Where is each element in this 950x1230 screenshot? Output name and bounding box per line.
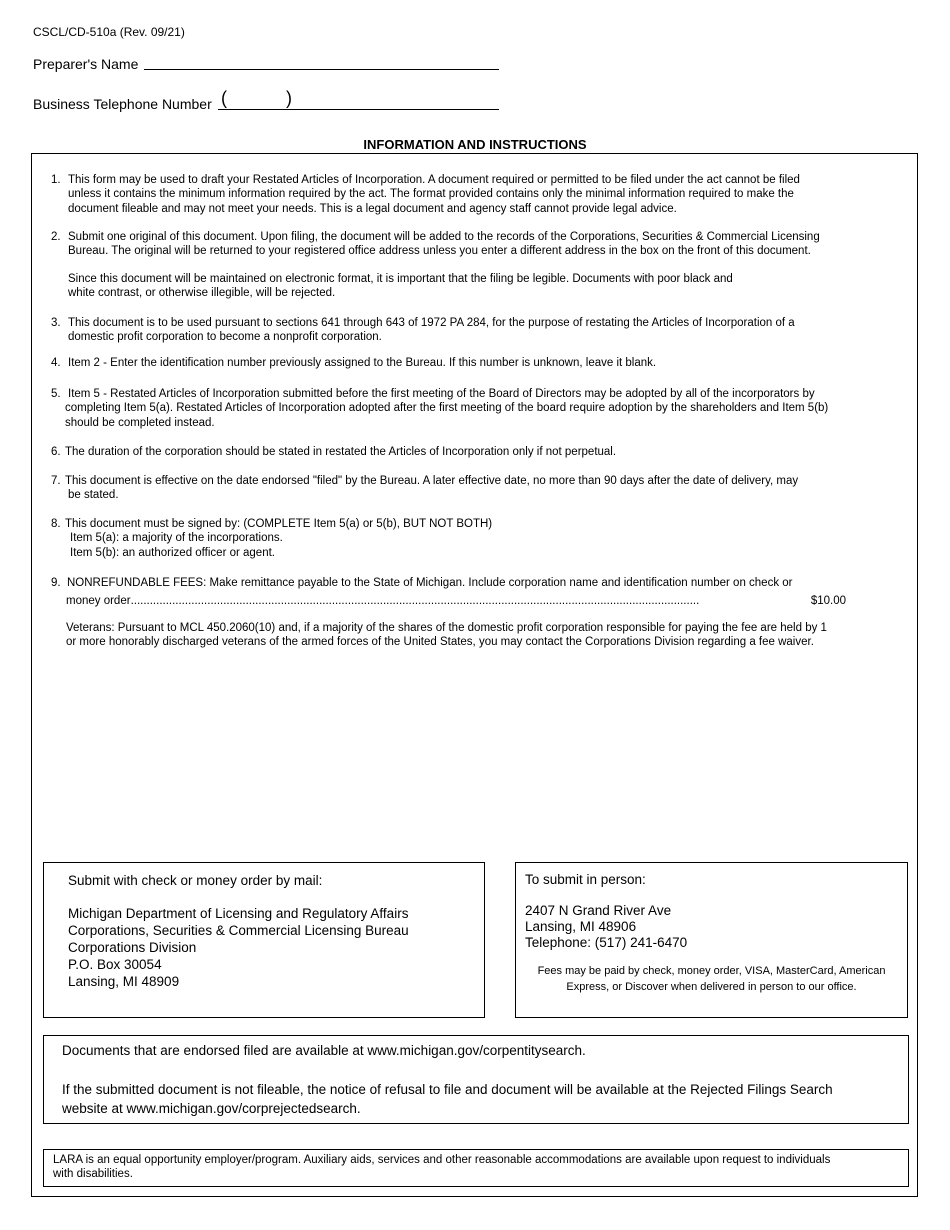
in-person-address-line: Telephone: (517) 241-6470 xyxy=(525,935,688,950)
item-number: 5. xyxy=(51,388,61,400)
fee-leader-dots: .................................................................................................................................................................................. xyxy=(130,595,700,607)
area-code-close-paren: ) xyxy=(286,88,292,108)
in-person-address-line: Lansing, MI 48906 xyxy=(525,919,637,934)
instruction-item-2 xyxy=(51,230,901,260)
endorsed-docs-note: Documents that are endorsed filed are available at www.michigan.gov/corpentitysearch. xyxy=(62,1043,586,1058)
equal-opportunity-note xyxy=(53,1153,830,1181)
form-number: CSCL/CD-510a (Rev. 09/21) xyxy=(33,25,185,39)
payment-line: Express, or Discover when delivered in person to our office. xyxy=(566,981,857,993)
item-number: 1. xyxy=(51,174,61,186)
mail-address-line: Corporations Division xyxy=(68,940,197,955)
item-line: Item 5 - Restated Articles of Incorporation submitted before the first meeting of the Board of Directors may be adopted by all of the incorporators by xyxy=(68,388,815,400)
preparer-name-field[interactable] xyxy=(144,69,499,70)
in-person-heading: To submit in person: xyxy=(525,872,646,887)
instruction-item-7 xyxy=(51,474,901,504)
business-phone-field[interactable] xyxy=(218,109,499,110)
item-line: white contrast, or otherwise illegible, will be rejected. xyxy=(68,287,336,300)
rejected-docs-line: If the submitted document is not fileable, the notice of refusal to file and document will be available at the Rejected Filings Search xyxy=(62,1082,833,1097)
item-line: completing Item 5(a). Restated Articles of Incorporation adopted after the first meeting of the board require adoption by the shareholders and Item 5(b) xyxy=(65,402,829,415)
mail-address-line: Michigan Department of Licensing and Regulatory Affairs xyxy=(68,906,409,921)
instruction-item-1 xyxy=(51,173,901,218)
equal-opportunity-line: with disabilities. xyxy=(53,1168,133,1180)
item-number: 7. xyxy=(51,475,61,487)
item-line: Item 2 - Enter the identification number previously assigned to the Bureau. If this number is unknown, leave it blank. xyxy=(68,357,657,369)
business-phone-label: Business Telephone Number xyxy=(33,96,212,112)
mail-address xyxy=(68,905,409,990)
document-availability-box xyxy=(43,1035,909,1124)
item-line: domestic profit corporation to become a nonprofit corporation. xyxy=(68,331,382,344)
mail-address-line: Corporations, Securities & Commercial Licensing Bureau xyxy=(68,923,409,938)
instruction-item-2-legibility xyxy=(68,272,901,301)
item-number: 9. xyxy=(51,577,61,589)
fee-line xyxy=(66,594,846,609)
item-number: 4. xyxy=(51,357,61,369)
preparer-name-label: Preparer's Name xyxy=(33,56,139,72)
rejected-docs-line: website at www.michigan.gov/corprejectedsearch. xyxy=(62,1101,361,1116)
item-line: Bureau. The original will be returned to your registered office address unless you enter a different address in the box on the front of this document. xyxy=(68,245,811,258)
item-number: 6. xyxy=(51,446,61,458)
instruction-item-4 xyxy=(51,356,901,372)
mail-submission-box xyxy=(43,862,485,1018)
rejected-docs-note xyxy=(62,1080,833,1118)
payment-methods-note xyxy=(516,963,907,995)
item-line: Since this document will be maintained on electronic format, it is important that the filing be legible. Documents with poor black and xyxy=(68,273,733,285)
payment-line: Fees may be paid by check, money order, VISA, MasterCard, American xyxy=(537,965,886,977)
item-line: Submit one original of this document. Upon filing, the document will be added to the records of the Corporations, Securities & Commercial Licensing xyxy=(68,231,820,243)
item-line: unless it contains the minimum information required by the act. The format provided contains only the minimal information required to make the xyxy=(68,188,794,201)
item-line: This document is effective on the date endorsed "filed" by the Bureau. A later effective date, no more than 90 days after the date of delivery, may xyxy=(65,475,799,487)
instruction-item-8 xyxy=(51,517,901,562)
mail-address-line: Lansing, MI 48909 xyxy=(68,974,180,989)
equal-opportunity-line: LARA is an equal opportunity employer/program. Auxiliary aids, services and other reasonable accommodations are available upon request to individuals xyxy=(53,1154,831,1166)
item-line: be stated. xyxy=(68,489,119,502)
fee-amount: $10.00 xyxy=(810,595,846,607)
item-line: This form may be used to draft your Restated Articles of Incorporation. A document required or permitted to be filed under the act cannot be filed xyxy=(68,174,800,186)
instruction-item-6 xyxy=(51,445,901,461)
item-line: The duration of the corporation should be stated in restated the Articles of Incorporation only if not perpetual. xyxy=(65,446,617,458)
section-title: INFORMATION AND INSTRUCTIONS xyxy=(363,137,587,152)
in-person-address-line: 2407 N Grand River Ave xyxy=(525,903,672,918)
equal-opportunity-box xyxy=(43,1149,909,1187)
item-line: This document must be signed by: (COMPLETE Item 5(a) or 5(b), BUT NOT BOTH) xyxy=(65,518,493,530)
veterans-line: Veterans: Pursuant to MCL 450.2060(10) and, if a majority of the shares of the domestic profit corporation responsible for paying the fee are held by 1 xyxy=(66,622,827,634)
veterans-line: or more honorably discharged veterans of the armed forces of the United States, you may contact the Corporations Division regarding a fee waiver. xyxy=(66,636,814,649)
instruction-item-9 xyxy=(51,576,901,592)
item-line: document fileable and may not meet your needs. This is a legal document and agency staff cannot provide legal advice. xyxy=(68,202,677,215)
mail-address-line: P.O. Box 30054 xyxy=(68,957,162,972)
item-number: 2. xyxy=(51,231,61,243)
area-code-open-paren: ( xyxy=(221,88,227,108)
item-line: NONREFUNDABLE FEES: Make remittance payable to the State of Michigan. Include corporation name and identification number on check or xyxy=(67,577,793,589)
item-number: 3. xyxy=(51,317,61,329)
in-person-submission-box xyxy=(515,862,908,1018)
instruction-item-3 xyxy=(51,316,901,346)
instruction-item-5 xyxy=(51,387,901,432)
item-line: should be completed instead. xyxy=(65,416,215,429)
item-line: This document is to be used pursuant to sections 641 through 643 of 1972 PA 284, for the purpose of restating the Articles of Incorporation of a xyxy=(68,317,795,329)
mail-heading: Submit with check or money order by mail: xyxy=(68,873,323,888)
veterans-note xyxy=(66,621,906,650)
fee-label: money order xyxy=(66,595,131,607)
item-number: 8. xyxy=(51,518,61,530)
item-line: Item 5(a): a majority of the incorporations. xyxy=(70,532,283,545)
in-person-address xyxy=(525,903,687,951)
item-line: Item 5(b): an authorized officer or agent. xyxy=(70,546,275,559)
